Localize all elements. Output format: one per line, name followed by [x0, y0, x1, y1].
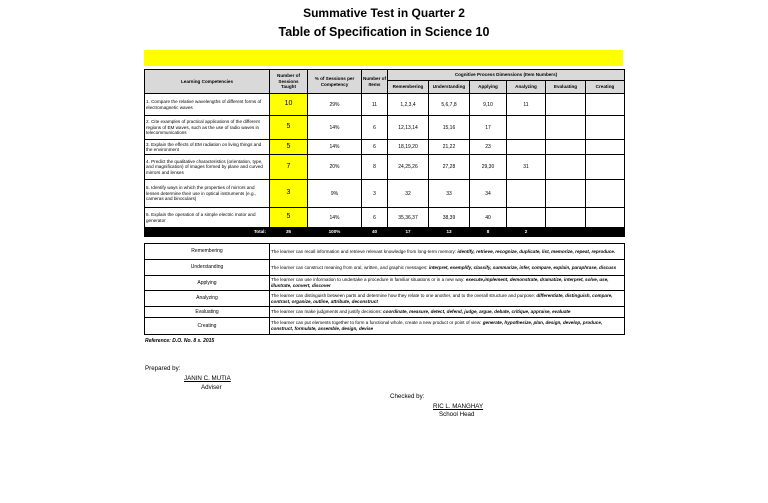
header-understanding: Understanding [429, 81, 470, 94]
sessions-cell: 5 [270, 208, 308, 228]
level-text: The learner can construct meaning from oral, written, and graphic messages: [271, 264, 428, 270]
header-items: Number of Items [362, 70, 388, 94]
percent-cell: 29% [308, 94, 362, 116]
applying-cell: 17 [470, 116, 507, 140]
cognitive-levels-table [144, 243, 625, 335]
level-keywords: generate, hypothesize, plan, design, develop, produce, construct, formulate, assemble, design, devise [271, 320, 603, 331]
header-creating: Creating [586, 81, 625, 94]
analyzing-cell [507, 180, 546, 208]
checked-by-role: School Head [439, 411, 475, 418]
understanding-cell: 33 [429, 180, 470, 208]
total-applying: 8 [470, 228, 507, 237]
level-row [145, 260, 625, 276]
items-cell: 6 [362, 116, 388, 140]
level-description [270, 276, 625, 291]
level-description [270, 260, 625, 276]
percent-cell: 14% [308, 116, 362, 140]
understanding-cell: 15,16 [429, 116, 470, 140]
header-percent: % of Sessions per Competency [308, 70, 362, 94]
applying-cell: 9,10 [470, 94, 507, 116]
level-keywords: interpret, exemplify, classify, summarize, infer, compare, explain, paraphrase, discuss [428, 264, 617, 270]
header-remembering: Remembering [388, 81, 429, 94]
competency-cell: 1. Compare the relative wavelengths of different forms of electromagnetic waves [145, 94, 270, 116]
level-name: Analyzing [145, 291, 270, 307]
level-text: The learner can make judgments and justify decisions: [271, 309, 382, 315]
table-row [145, 116, 625, 140]
total-understanding: 13 [429, 228, 470, 237]
level-keywords: identify, retrieve, recognize, duplicate, list, memorize, repeat, reproduce. [457, 248, 616, 254]
prepared-by-name: JANIN C. MUTIA [184, 375, 231, 382]
level-name: Evaluating [145, 307, 270, 318]
applying-cell: 29,30 [470, 155, 507, 180]
remembering-cell: 12,13,14 [388, 116, 429, 140]
page-subtitle: Table of Specification in Science 10 [278, 25, 490, 39]
remembering-cell: 32 [388, 180, 429, 208]
analyzing-cell [507, 140, 546, 155]
level-text: The learner can put elements together to form a functional whole, create a new product or point of view: [271, 320, 482, 326]
applying-cell: 23 [470, 140, 507, 155]
checked-by-name: RIC L. MANGHAY [433, 403, 484, 410]
competency-cell: 3. Explain the effects of EM radiation on living things and the environment [145, 140, 270, 155]
prepared-by-role: Adviser [201, 384, 222, 391]
items-cell: 6 [362, 140, 388, 155]
remembering-cell: 24,25,26 [388, 155, 429, 180]
total-remembering: 17 [388, 228, 429, 237]
percent-cell: 20% [308, 155, 362, 180]
level-row [145, 244, 625, 260]
level-row [145, 276, 625, 291]
level-row [145, 291, 625, 307]
creating-cell [586, 94, 625, 116]
level-name: Creating [145, 318, 270, 335]
remembering-cell: 1,2,3,4 [388, 94, 429, 116]
analyzing-cell [507, 208, 546, 228]
percent-cell: 9% [308, 180, 362, 208]
level-keywords: execute,implement, demonstrate, dramatize, interpret, solve, use, illustrate, convert, discover [271, 277, 609, 288]
remembering-cell: 35,36,37 [388, 208, 429, 228]
items-cell: 6 [362, 208, 388, 228]
level-text: The learner can recall information and retrieve relevant knowledge from long-term memory: [271, 248, 457, 254]
level-text: The learner can distinguish between parts and determine how they relate to one another, and to the overall structure and purpose: [271, 292, 536, 298]
understanding-cell: 21,22 [429, 140, 470, 155]
evaluating-cell [546, 180, 586, 208]
analyzing-cell [507, 116, 546, 140]
level-description [270, 244, 625, 260]
total-sessions: 35 [270, 228, 308, 237]
creating-cell [586, 140, 625, 155]
header-competencies: Learning Competencies [145, 70, 270, 94]
understanding-cell: 27,28 [429, 155, 470, 180]
table-row [145, 155, 625, 180]
sessions-cell: 5 [270, 116, 308, 140]
items-cell: 3 [362, 180, 388, 208]
total-items: 40 [362, 228, 388, 237]
level-text: The learner can use information to undertake a procedure in familiar situations or in a new way: [271, 277, 465, 283]
evaluating-cell [546, 208, 586, 228]
percent-cell: 14% [308, 140, 362, 155]
sessions-cell: 5 [270, 140, 308, 155]
header-sessions: Number of Sessions Taught [270, 70, 308, 94]
table-row [145, 180, 625, 208]
analyzing-cell: 31 [507, 155, 546, 180]
creating-cell [586, 116, 625, 140]
total-label: Total: [145, 228, 270, 237]
level-name: Applying [145, 276, 270, 291]
evaluating-cell [546, 155, 586, 180]
level-keywords: coordinate, measure, detect, defend, judge, argue, debate, critique, appraise, evaluate [383, 309, 571, 315]
prepared-by-label: Prepared by: [145, 365, 181, 372]
creating-cell [586, 155, 625, 180]
total-percent: 100% [308, 228, 362, 237]
level-description [270, 291, 625, 307]
header-applying: Applying [470, 81, 507, 94]
competency-cell: 5. Identify ways in which the properties of mirrors and lenses determine their use in optical instruments (e.g., cameras and binoculars) [145, 180, 270, 208]
header-evaluating: Evaluating [546, 81, 586, 94]
level-description [270, 318, 625, 335]
total-creating [586, 228, 625, 237]
total-row [145, 228, 625, 237]
level-name: Remembering [145, 244, 270, 260]
sessions-cell: 3 [270, 180, 308, 208]
evaluating-cell [546, 94, 586, 116]
analyzing-cell: 11 [507, 94, 546, 116]
table-row [145, 208, 625, 228]
total-analyzing: 2 [507, 228, 546, 237]
competency-cell: 4. Predict the qualitative characteristics (orientation, type, and magnification) of images formed by plane and curved mirrors and lenses [145, 155, 270, 180]
evaluating-cell [546, 116, 586, 140]
reference-note: Reference: D.O. No. 8 s. 2015 [145, 338, 215, 344]
level-row [145, 307, 625, 318]
applying-cell: 34 [470, 180, 507, 208]
sessions-cell: 7 [270, 155, 308, 180]
items-cell: 8 [362, 155, 388, 180]
percent-cell: 14% [308, 208, 362, 228]
level-keywords: differentiate, distinguish, compare, contrast, organize, outline, attribute, deconstruct [271, 292, 613, 304]
header-analyzing: Analyzing [507, 81, 546, 94]
evaluating-cell [546, 140, 586, 155]
highlight-bar [144, 50, 623, 66]
header-dimensions: Cognitive Process Dimensions (Item Numbers) [388, 70, 625, 81]
level-row [145, 318, 625, 335]
understanding-cell: 5,6,7,8 [429, 94, 470, 116]
competency-cell: 2. Cite examples of practical applications of the different regions of EM waves, such as the use of radio waves in telecommunications [145, 116, 270, 140]
specification-table [144, 69, 625, 237]
level-description [270, 307, 625, 318]
checked-by-label: Checked by: [390, 393, 425, 400]
creating-cell [586, 208, 625, 228]
page-title: Summative Test in Quarter 2 [303, 6, 465, 20]
level-name: Understanding [145, 260, 270, 276]
table-row [145, 140, 625, 155]
applying-cell: 40 [470, 208, 507, 228]
remembering-cell: 18,19,20 [388, 140, 429, 155]
competency-cell: 6. Explain the operation of a simple electric motor and generator [145, 208, 270, 228]
creating-cell [586, 180, 625, 208]
understanding-cell: 38,39 [429, 208, 470, 228]
items-cell: 11 [362, 94, 388, 116]
total-evaluating [546, 228, 586, 237]
table-row [145, 94, 625, 116]
sessions-cell: 10 [270, 94, 308, 116]
